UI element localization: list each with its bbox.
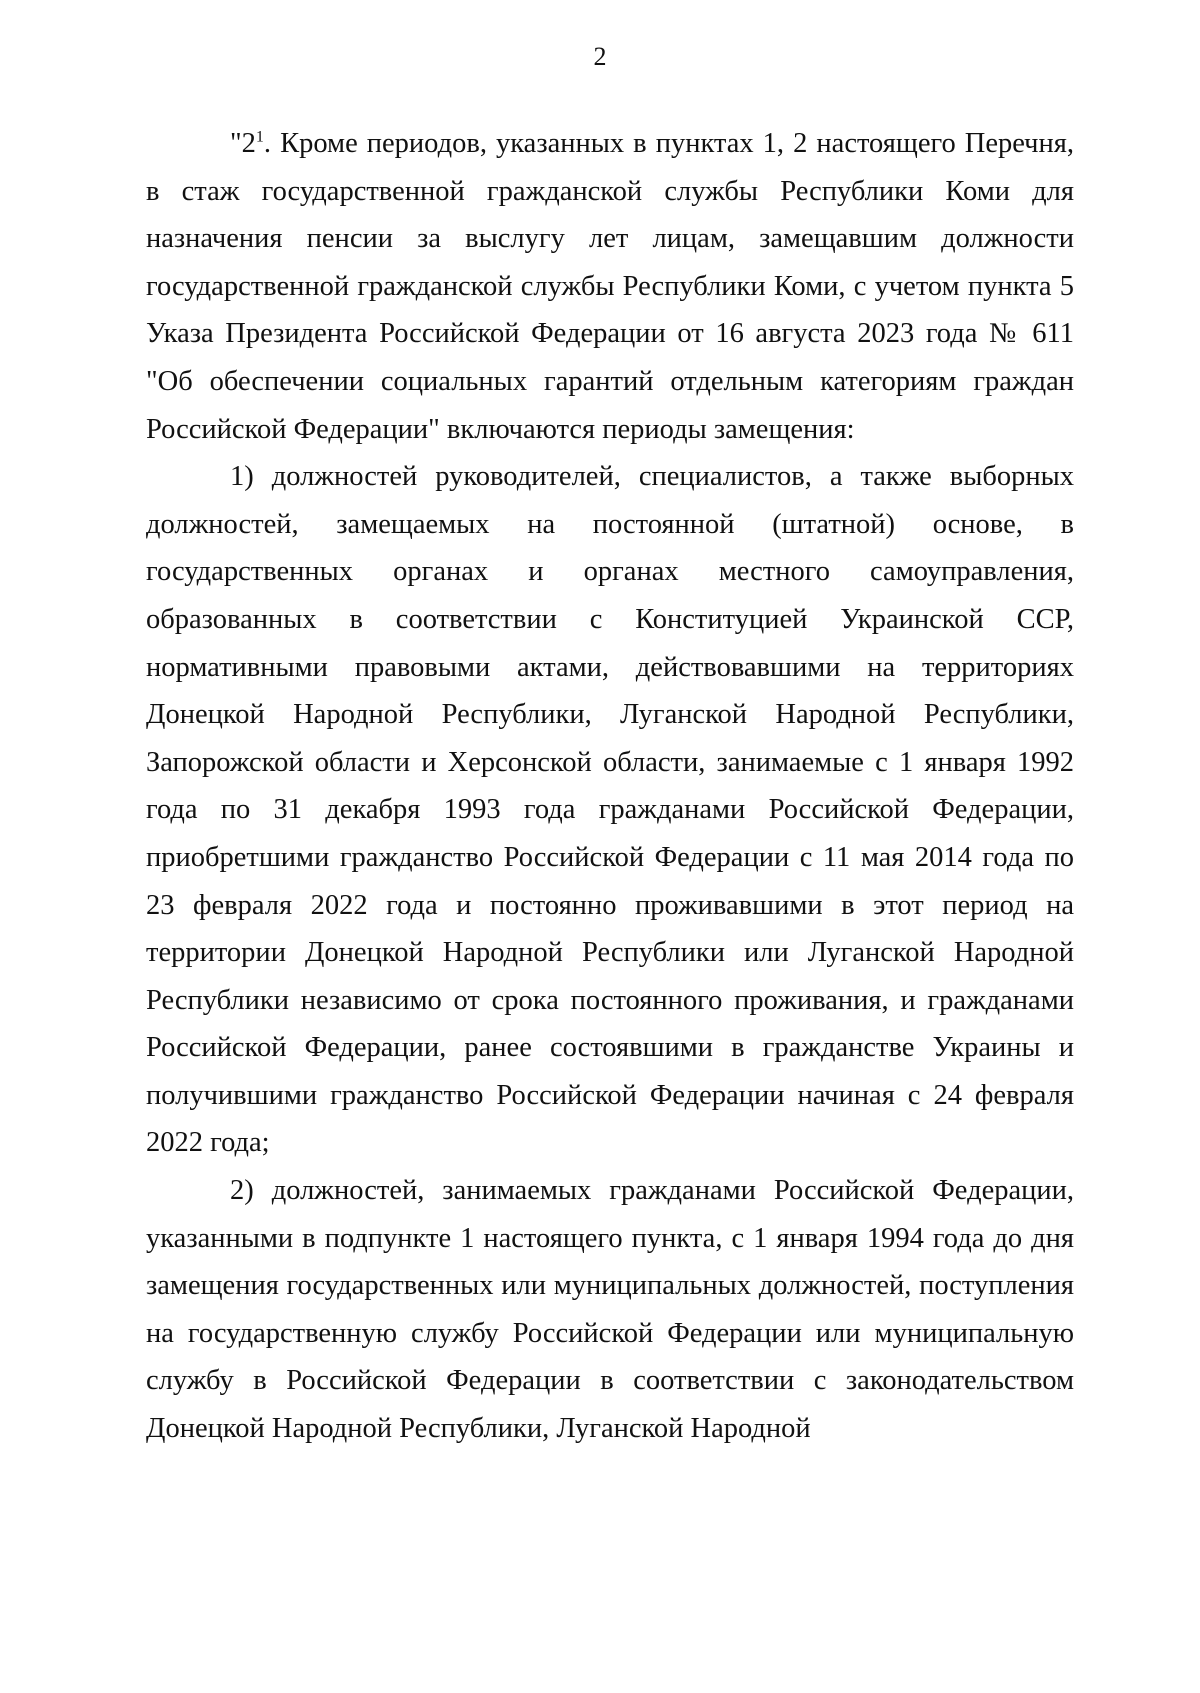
subparagraph-2: 2) должностей, занимаемых гражданами Российской Федерации, указанными в подпункте 1 настоящего пункта, с 1 января 1994 года до дня замещения государственных или муниципальных должностей, поступления на государственную службу Российской Федерации или муниципальную службу в Российской Федерации в соответствии с законодательством Донецкой Народной Республики, Луганской Народной bbox=[146, 1175, 1074, 1445]
document-body bbox=[146, 120, 1074, 1453]
paragraph-text: . Кроме периодов, указанных в пунктах 1, 2 настоящего Перечня, в стаж государственной гражданской службы Республики Коми для назначения пенсии за выслугу лет лицам, замещавшим должности государственной гражданской службы Республики Коми, с учетом пункта 5 Указа Президента Российской Федерации от 16 августа 2023 года № 611 "Об обеспечении социальных гарантий отдельным категориям граждан Российской Федерации" включаются периоды замещения: bbox=[146, 128, 1074, 445]
paragraph-2-1 bbox=[146, 120, 1074, 453]
page-number: 2 bbox=[593, 42, 607, 71]
paragraph-number: "2 bbox=[230, 128, 256, 159]
paragraph-number-superscript: 1 bbox=[255, 128, 264, 146]
subparagraph-1: 1) должностей руководителей, специалистов, а также выборных должностей, замещаемых на постоянной (штатной) основе, в государственных органах и органах местного самоуправления, образованных в соответствии с Конституцией Украинской ССР, нормативными правовыми актами, действовавшими на территориях Донецкой Народной Республики, Луганской Народной Республики, Запорожской области и Херсонской области, занимаемые с 1 января 1992 года по 31 декабря 1993 года гражданами Российской Федерации, приобретшими гражданство Российской Федерации с 11 мая 2014 года по 23 февраля 2022 года и постоянно проживавшими в этот период на территории Донецкой Народной Республики или Луганской Народной Республики независимо от срока постоянного проживания, и гражданами Российской Федерации, ранее состоявшими в гражданстве Украины и получившими гражданство Российской Федерации начиная с 24 февраля 2022 года; bbox=[146, 461, 1074, 1159]
